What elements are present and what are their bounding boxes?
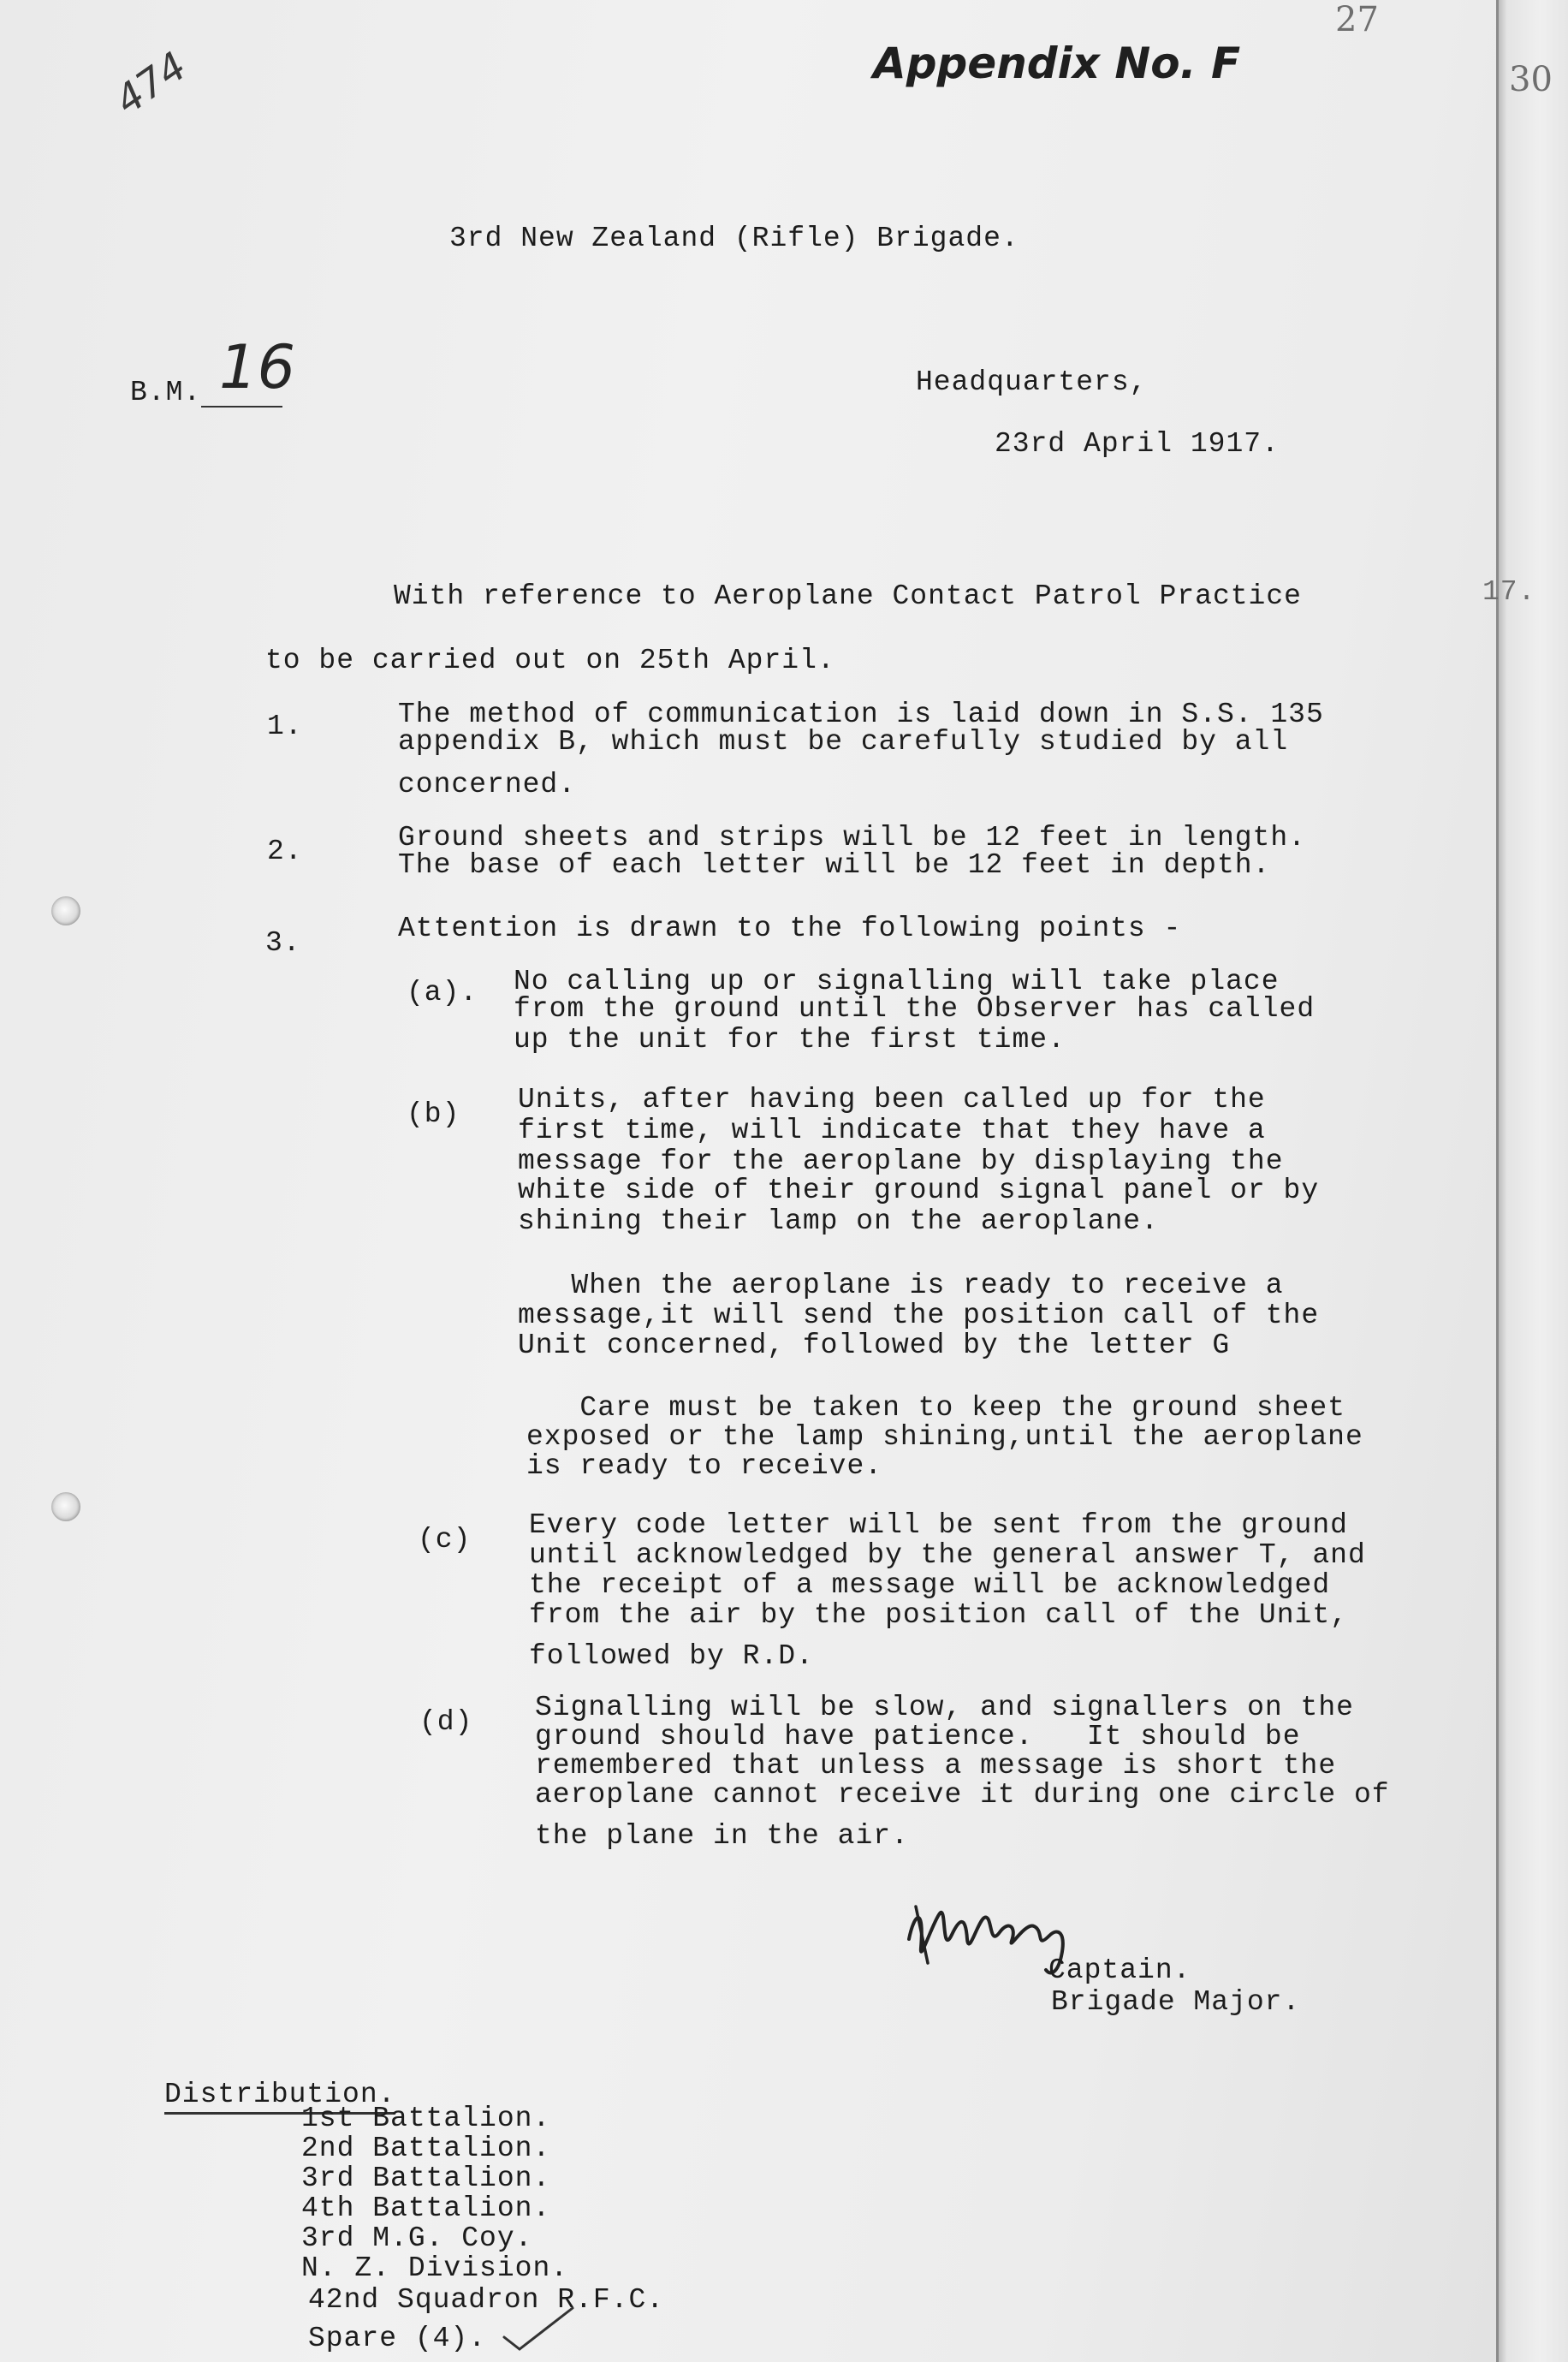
distribution-item: 4th Battalion. [301, 2192, 551, 2224]
subpoint-c-line: Every code letter will be sent from the ground [529, 1509, 1348, 1541]
signature-rank: Captain. [1048, 1954, 1191, 1986]
subpoint-d-line: ground should have patience. It should be [535, 1721, 1301, 1752]
subpoint-c-line: until acknowledged by the general answer T, and [529, 1539, 1366, 1571]
page-number-top: 27 [1335, 0, 1379, 39]
paragraph-2-line: The base of each letter will be 12 feet in depth. [398, 849, 1271, 881]
paragraph-1-number: 1. [267, 711, 303, 742]
paragraph-1-line: The method of communication is laid down in S.S. 135 [398, 699, 1324, 730]
distribution-item: 2nd Battalion. [301, 2133, 551, 2164]
subpoint-a-line: from the ground until the Observer has called [514, 993, 1316, 1025]
subpoint-d-line: the plane in the air. [535, 1820, 909, 1852]
subpoint-b-line: shining their lamp on the aeroplane. [518, 1205, 1159, 1237]
date: 23rd April 1917. [995, 428, 1280, 460]
subpoint-d-line: aeroplane cannot receive it during one circle of [535, 1779, 1390, 1811]
subpoint-b-para3-line: is ready to receive. [526, 1450, 883, 1482]
location: Headquarters, [916, 366, 1148, 398]
appendix-label: Appendix No. F [873, 39, 1241, 88]
punch-hole [51, 896, 80, 925]
signature-title: Brigade Major. [1051, 1986, 1301, 2018]
subpoint-d-label: (d) [419, 1706, 473, 1738]
subpoint-b-para2-line: message,it will send the position call of the [518, 1300, 1320, 1331]
checkmark-icon [501, 2303, 578, 2354]
distribution-item: 42nd Squadron R.F.C. [308, 2284, 665, 2316]
punch-hole [51, 1492, 80, 1521]
distribution-item: Spare (4). [308, 2323, 487, 2354]
intro-line-1: With reference to Aeroplane Contact Patrol Practice [394, 580, 1302, 612]
subpoint-d-line: remembered that unless a message is short the [535, 1750, 1337, 1782]
distribution-item: N. Z. Division. [301, 2252, 569, 2284]
margin-page-number: 30 [1509, 60, 1553, 99]
subpoint-a-line: up the unit for the first time. [514, 1024, 1066, 1056]
subpoint-b-para2-line: When the aeroplane is ready to receive a [518, 1270, 1284, 1301]
subpoint-a-line: No calling up or signalling will take place [514, 966, 1280, 997]
subpoint-c-label: (c) [418, 1524, 472, 1556]
reference-number: 16 [219, 332, 296, 402]
unit-title: 3rd New Zealand (Rifle) Brigade. [449, 223, 1019, 254]
margin-number: 17. [1482, 576, 1536, 608]
paragraph-1-line: concerned. [398, 769, 577, 800]
subpoint-b-para2-line: Unit concerned, followed by the letter G [518, 1330, 1231, 1361]
paragraph-3-number: 3. [265, 927, 301, 959]
subpoint-d-line: Signalling will be slow, and signallers on the [535, 1692, 1354, 1723]
underlying-page-edge [1496, 0, 1568, 2362]
subpoint-b-para3-line: exposed or the lamp shining,until the aeroplane [526, 1421, 1363, 1453]
subpoint-b-para3-line: Care must be taken to keep the ground sheet [526, 1392, 1345, 1424]
reference-prefix: B.M. [130, 377, 202, 408]
subpoint-c-line: the receipt of a message will be acknowledged [529, 1569, 1331, 1601]
subpoint-b-line: Units, after having been called up for the [518, 1084, 1266, 1116]
subpoint-c-line: from the air by the position call of the Unit, [529, 1599, 1348, 1631]
subpoint-b-line: first time, will indicate that they have a [518, 1115, 1266, 1146]
distribution-item: 3rd M.G. Coy. [301, 2222, 533, 2254]
folio-number: 474 [106, 42, 195, 124]
intro-line-2: to be carried out on 25th April. [265, 645, 835, 676]
distribution-item: 3rd Battalion. [301, 2163, 551, 2194]
paragraph-2-number: 2. [267, 836, 303, 867]
distribution-heading: Distribution. [164, 2079, 396, 2110]
subpoint-c-line: followed by R.D. [529, 1640, 814, 1672]
subpoint-a-label: (a). [407, 977, 478, 1008]
subpoint-b-line: white side of their ground signal panel or by [518, 1175, 1320, 1206]
subpoint-b-label: (b) [407, 1098, 460, 1130]
paragraph-1-line: appendix B, which must be carefully studied by all [398, 726, 1289, 758]
paragraph-2-line: Ground sheets and strips will be 12 feet in length. [398, 822, 1306, 854]
reference-underline [201, 406, 282, 408]
paragraph-3-line: Attention is drawn to the following points - [398, 913, 1182, 944]
distribution-item: 1st Battalion. [301, 2103, 551, 2134]
subpoint-b-line: message for the aeroplane by displaying the [518, 1145, 1284, 1177]
